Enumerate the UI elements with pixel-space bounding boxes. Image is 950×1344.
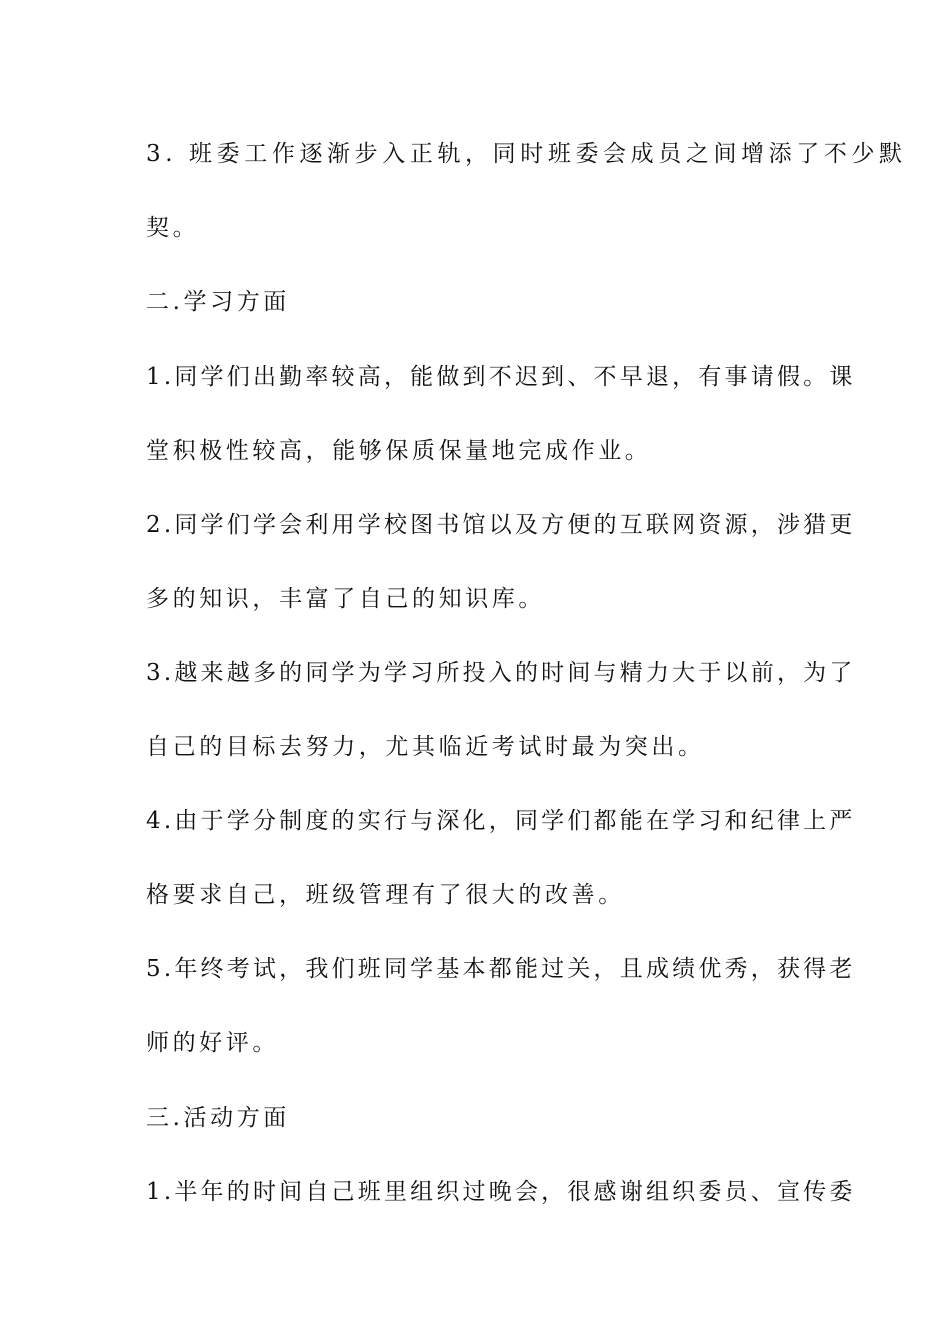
section-heading: 三.活动方面 [146,1105,290,1131]
text-line: 4.由于学分制度的实行与深化，同学们都能在学习和纪律上严 [146,808,856,834]
text-line: 多的知识，丰富了自己的知识库。 [146,586,545,612]
text-line: 格要求自己，班级管理有了很大的改善。 [146,882,625,908]
text-line: 2.同学们学会利用学校图书馆以及方便的互联网资源，涉猎更 [146,512,856,538]
text-line: 5.年终考试，我们班同学基本都能过关，且成绩优秀，获得老 [146,956,856,982]
text-line: 3.越来越多的同学为学习所投入的时间与精力大于以前，为了 [146,660,856,686]
text-line: 自己的目标去努力，尤其临近考试时最为突出。 [146,734,705,760]
text-line: 1.半年的时间自己班里组织过晚会，很感谢组织委员、宣传委 [146,1179,856,1205]
text-line: 师的好评。 [146,1030,279,1056]
text-line: 契。 [146,215,200,241]
section-heading: 二.学习方面 [146,289,290,315]
text-line: 3. 班委工作逐渐步入正轨，同时班委会成员之间增添了不少默 [146,141,907,167]
text-line: 堂积极性较高，能够保质保量地完成作业。 [146,438,652,464]
text-line: 1.同学们出勤率较高，能做到不迟到、不早退，有事请假。课 [146,364,856,390]
